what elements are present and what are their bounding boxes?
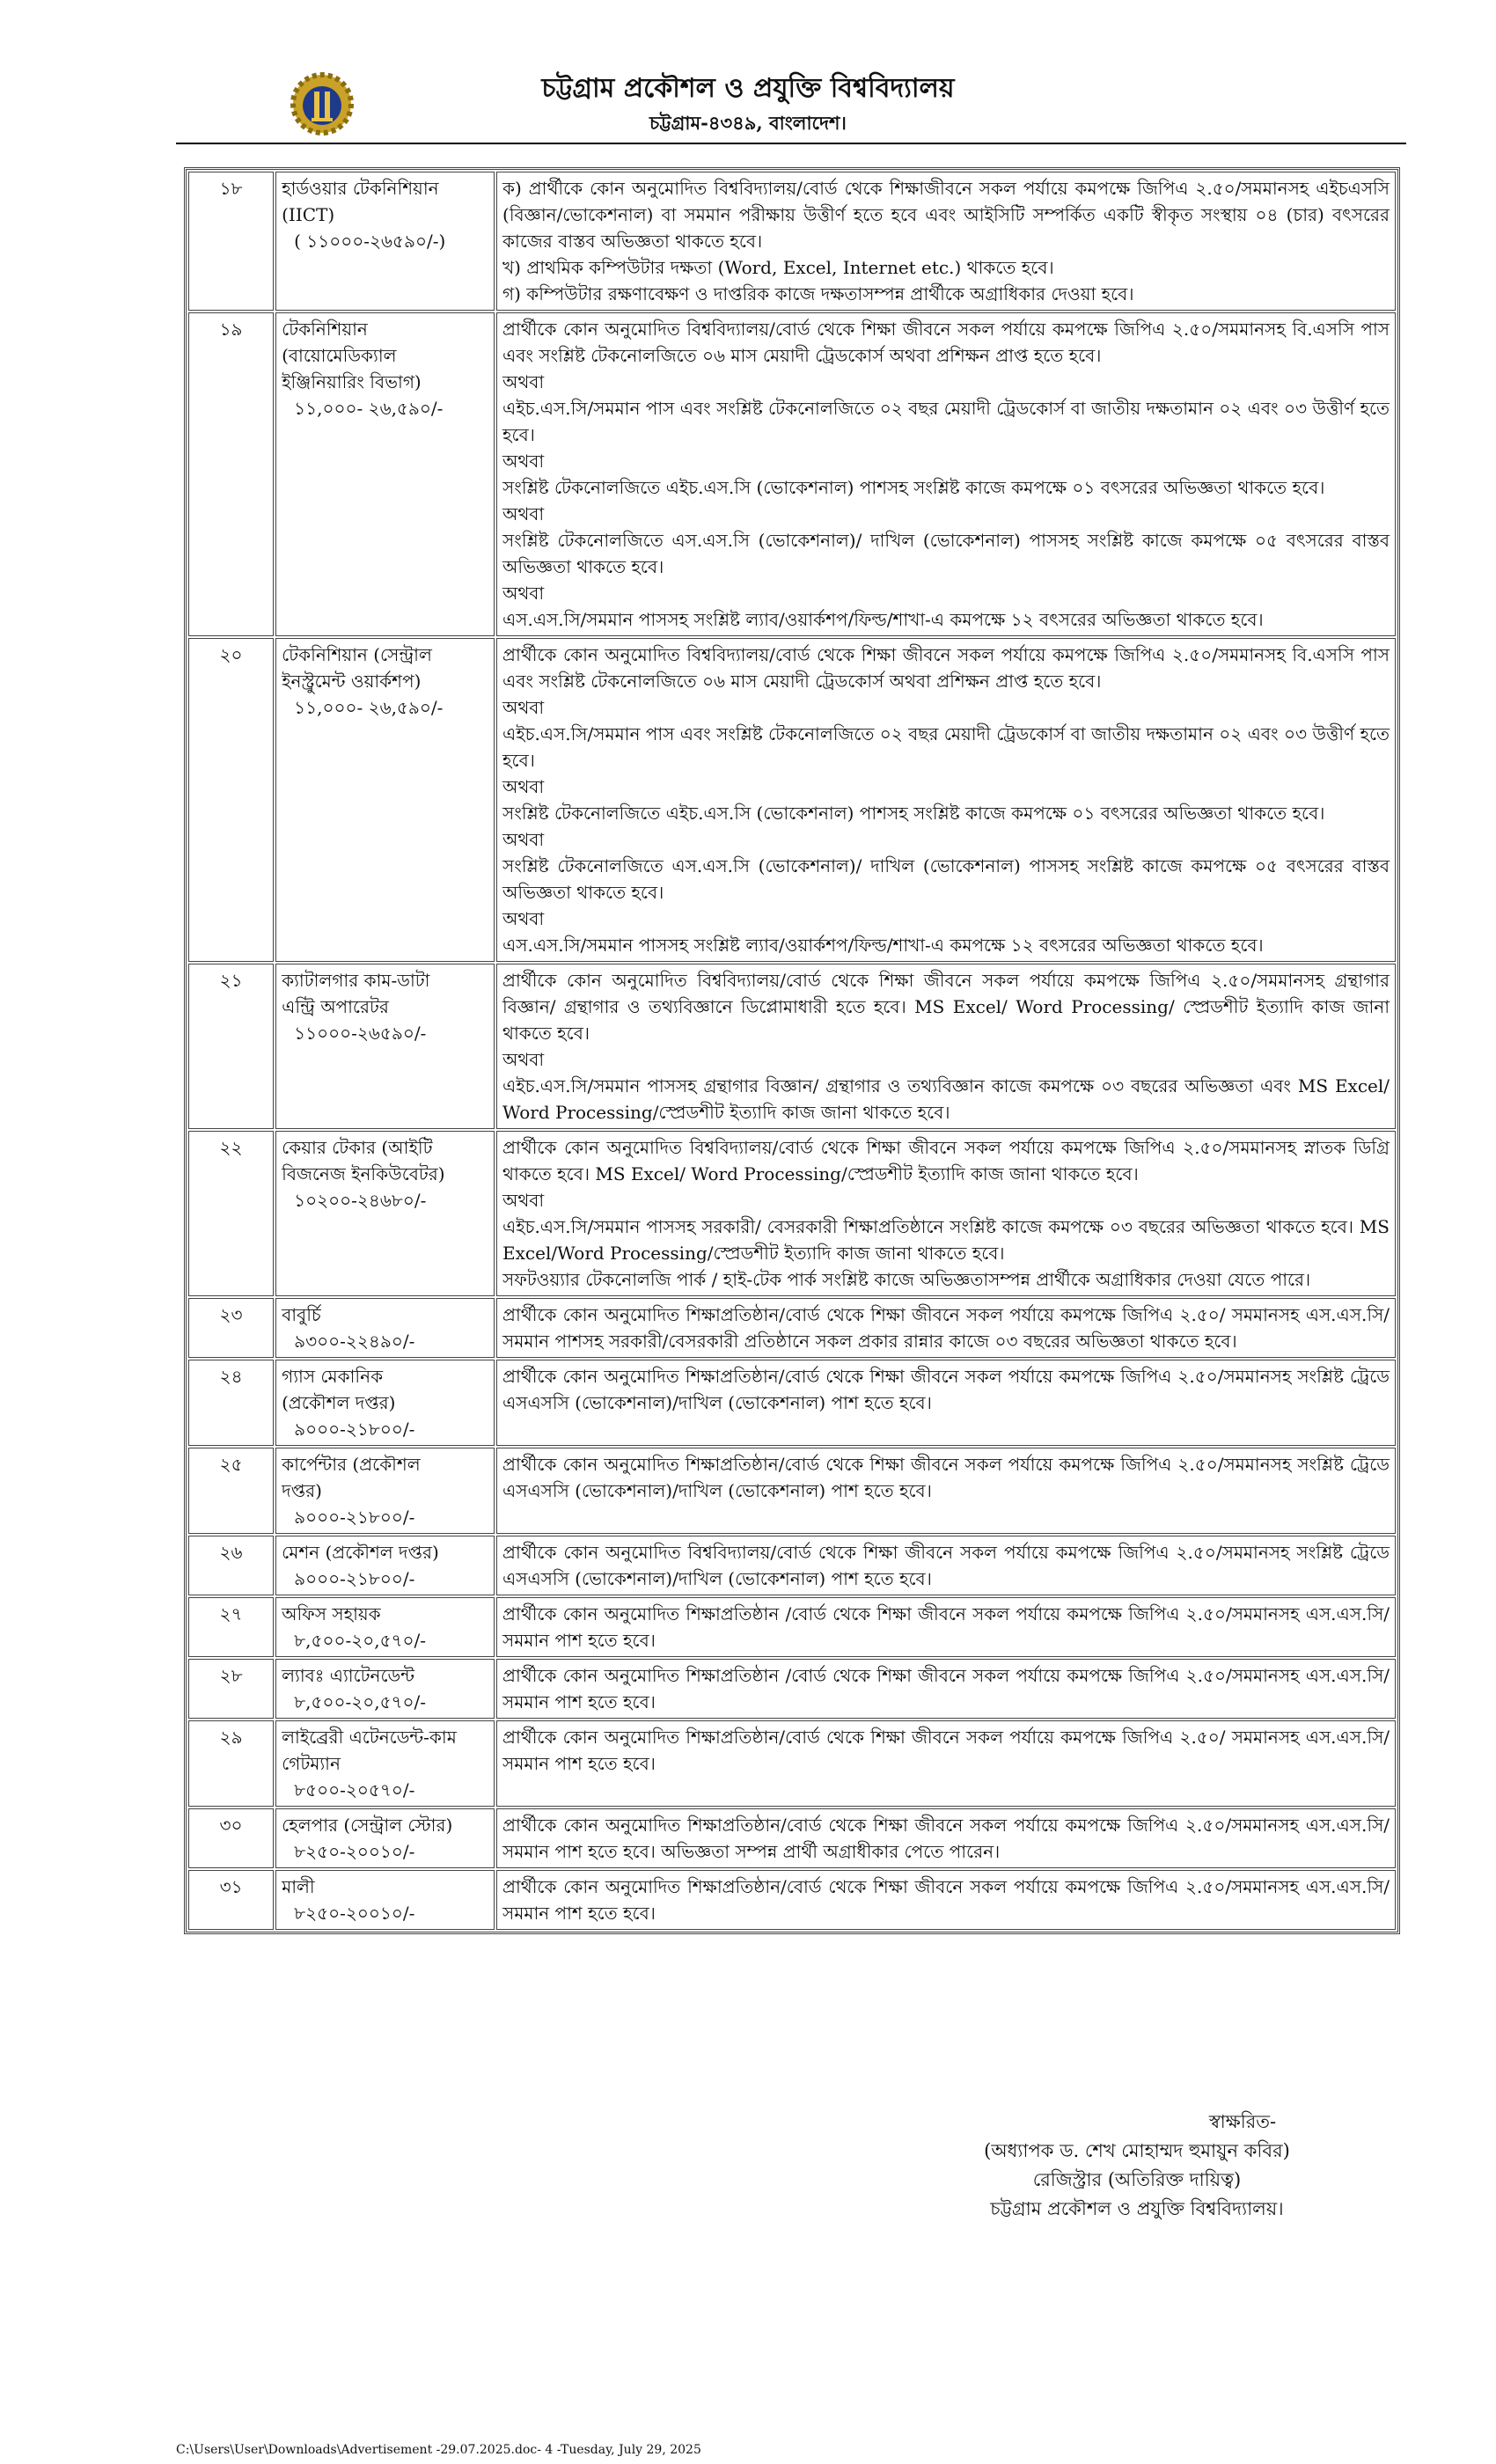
table-body [188,172,1396,1930]
requirement-line: প্রার্থীকে কোন অনুমোদিত শিক্ষাপ্রতিষ্ঠান/বোর্ড থেকে শিক্ষা জীবনে সকল পর্যায়ে কমপক্ষে জিপিএ ২.৫০/সমমানসহ এস.এস.সি/সমমান পাশ হতে হবে। অভিজ্ঞতা সম্পন্ন প্রার্থী অগ্রাধীকার পেতে পারেন। [502,1815,1390,1862]
table-row [188,172,1396,311]
signatory-institution: চট্টগ্রাম প্রকৌশল ও প্রযুক্তি বিশ্ববিদ্যালয়। [990,2198,1284,2219]
serial-number-cell: ৩০ [188,1808,274,1868]
requirement-cell [496,1298,1396,1358]
post-cell [275,1298,495,1358]
table-row [188,638,1396,962]
file-path-footer: C:\Users\User\Downloads\Advertisement -29.07.2025.doc- 4 -Tuesday, July 29, 2025 [176,2443,701,2457]
post-salary-scale: ৮২৫০-২০০১০/- [294,1841,415,1862]
post-name-line: ক্যাটালগার কাম-ডাটা [282,970,430,991]
post-name-line: ইঞ্জিনিয়ারিং বিভাগ) [282,371,422,392]
post-salary-scale: ১০২০০-২৪৬৮০/- [294,1190,427,1211]
requirement-line: এইচ.এস.সি/সমমান পাসসহ গ্রন্থাগার বিজ্ঞান/ গ্রন্থাগার ও তথ্যবিজ্ঞান কাজে কমপক্ষে ০৩ বছরের অভিজ্ঞতা এবং MS Excel/ Word Processing/স্প্রেডশীট ইত্যাদি কাজ জানা থাকতে হবে। [502,1075,1390,1123]
post-name-line: টেকনিশিয়ান [282,319,368,340]
alternative-label: অথবা [502,503,545,524]
table-row [188,964,1396,1129]
university-address: চট্টগ্রাম-৪৩৪৯, বাংলাদেশ। [649,112,847,134]
signed-label: স্বাক্ষরিত- [1208,2111,1277,2132]
header-divider [176,143,1406,144]
serial-number-cell: ২৩ [188,1298,274,1358]
post-name-line: অফিস সহায়ক [282,1603,381,1624]
post-salary-scale: ৮,৫০০-২০,৫৭০/- [294,1691,427,1712]
alternative-label: অথবা [502,1190,545,1211]
post-name-line: ল্যাবঃ এ্যাটেনডেন্ট [282,1665,414,1686]
post-cell [275,1131,495,1296]
post-name-line: কেয়ার টেকার (আইটি [282,1137,433,1158]
signatory-designation: রেজিস্ট্রার (অতিরিক্ত দায়িত্ব) [1032,2169,1242,2190]
alternative-label: অথবা [502,1049,545,1070]
serial-number-cell: ২৪ [188,1360,274,1446]
requirement-line: প্রার্থীকে কোন অনুমোদিত শিক্ষাপ্রতিষ্ঠান /বোর্ড থেকে শিক্ষা জীবনে সকল পর্যায়ে কমপক্ষে জিপিএ ২.৫০/সমমানসহ এস.এস.সি/সমমান পাশ হতে হবে। [502,1603,1390,1651]
post-name-line: হার্ডওয়ার টেকনিশিয়ান [282,178,439,199]
requirement-line: প্রার্থীকে কোন অনুমোদিত শিক্ষাপ্রতিষ্ঠান /বোর্ড থেকে শিক্ষা জীবনে সকল পর্যায়ে কমপক্ষে জিপিএ ২.৫০/সমমানসহ এস.এস.সি/সমমান পাশ হতে হবে। [502,1665,1390,1712]
table-row [188,1360,1396,1446]
requirement-line: সফটওয়্যার টেকনোলজি পার্ক / হাই-টেক পার্ক সংশ্লিষ্ট কাজে অভিজ্ঞতাসম্পন্ন প্রার্থীকে অগ্রাধিকার দেওয়া যেতে পারে। [502,1269,1311,1290]
table-row [188,1870,1396,1930]
post-name-line: (বায়োমেডিক্যাল [282,345,397,366]
requirement-line: এইচ.এস.সি/সমমান পাস এবং সংশ্লিষ্ট টেকনোলজিতে ০২ বছর মেয়াদী ট্রেডকোর্স বা জাতীয় দক্ষতামান ০২ এবং ০৩ উত্তীর্ণ হতে হবে। [502,723,1390,771]
requirement-line: খ) প্রাথমিক কম্পিউটার দক্ষতা (Word, Excel, Internet etc.) থাকতে হবে। [502,257,1054,278]
post-name-line: টেকনিশিয়ান (সেন্ট্রাল [282,644,432,665]
post-salary-scale: ৯০০০-২১৮০০/- [294,1568,415,1589]
requirement-line: প্রার্থীকে কোন অনুমোদিত বিশ্ববিদ্যালয়/বোর্ড থেকে শিক্ষা জীবনে সকল পর্যায়ে কমপক্ষে জিপিএ ২.৫০/সমমানসহ সংশ্লিষ্ট ট্রেডে এসএসসি (ভোকেশনাল)/দাখিল (ভোকেশনাল) পাশ হতে হবে। [502,1542,1390,1589]
alternative-label: অথবা [502,697,545,718]
serial-number-cell: ২৯ [188,1720,274,1807]
post-cell [275,172,495,311]
requirement-line: ক) প্রার্থীকে কোন অনুমোদিত বিশ্ববিদ্যালয়/বোর্ড থেকে শিক্ষাজীবনে সকল পর্যায়ে কমপক্ষে জিপিএ ২.৫০/সমমানসহ এইচএসসি (বিজ্ঞান/ভোকেশনাল) বা সমমান পরীক্ষায় উত্তীর্ণ হতে হবে এবং আইসিটি সম্পর্কিত একটি স্বীকৃত সংস্থায় ০৪ (চার) বৎসরের কাজের বাস্তব অভিজ্ঞতা থাকতে হবে। [502,178,1390,252]
requirement-line: এস.এস.সি/সমমান পাসসহ সংশ্লিষ্ট ল্যাব/ওয়ার্কশপ/ফিল্ড/শাখা-এ কমপক্ষে ১২ বৎসরের অভিজ্ঞতা থাকতে হবে। [502,609,1264,630]
post-name-line: লাইব্রেরী এটেনডেন্ট-কাম [282,1727,457,1748]
requirement-line: প্রার্থীকে কোন অনুমোদিত বিশ্ববিদ্যালয়/বোর্ড থেকে শিক্ষা জীবনে সকল পর্যায়ে কমপক্ষে জিপিএ ২.৫০/সমমানসহ গ্রন্থাগার বিজ্ঞান/ গ্রন্থাগার ও তথ্যবিজ্ঞানে ডিপ্লোমাধারী হতে হবে। MS Excel/ Word Processing/ স্প্রেডশীট ইত্যাদি কাজ জানা থাকতে হবে। [502,970,1390,1044]
requirement-cell [496,1597,1396,1657]
post-salary-scale: ৮২৫০-২০০১০/- [294,1903,415,1924]
requirement-cell [496,1808,1396,1868]
requirement-line: গ) কম্পিউটার রক্ষণাবেক্ষণ ও দাপ্তরিক কাজে দক্ষতাসম্পন্ন প্রার্থীকে অগ্রাধিকার দেওয়া হবে। [502,283,1134,304]
serial-number-cell: ৩১ [188,1870,274,1930]
signature-block [891,2108,1383,2224]
requirement-line: সংশ্লিষ্ট টেকনোলজিতে এস.এস.সি (ভোকেশনাল)/ দাখিল (ভোকেশনাল) পাসসহ সংশ্লিষ্ট কাজে কমপক্ষে ০৫ বৎসরের বাস্তব অভিজ্ঞতা থাকতে হবে। [502,530,1390,577]
post-salary-scale: ৯০০০-২১৮০০/- [294,1507,415,1528]
post-cell [275,964,495,1129]
qualification-table [184,167,1400,1934]
alternative-label: অথবা [502,371,545,392]
requirement-cell [496,1659,1396,1719]
post-salary-scale: ৮,৫০০-২০,৫৭০/- [294,1630,427,1651]
requirement-cell [496,638,1396,962]
post-name-line: (IICT) [282,204,335,225]
post-cell [275,638,495,962]
post-cell [275,1360,495,1446]
post-name-line: এন্ট্রি অপারেটর [282,996,389,1017]
post-salary-scale: ( ১১০০০-২৬৫৯০/-) [294,231,446,252]
serial-number-cell: ২২ [188,1131,274,1296]
qualification-table-wrapper [184,167,1400,2024]
requirement-cell [496,964,1396,1129]
post-name-line: গেটম্যান [282,1753,341,1774]
post-name-line: মালী [282,1876,315,1897]
requirement-cell [496,1360,1396,1446]
post-salary-scale: ১১০০০-২৬৫৯০/- [294,1023,427,1044]
alternative-label: অথবা [502,776,545,797]
serial-number-cell: ২৬ [188,1536,274,1595]
post-salary-scale: ১১,০০০- ২৬,৫৯০/- [294,697,444,718]
requirement-cell [496,1536,1396,1595]
requirement-line: সংশ্লিষ্ট টেকনোলজিতে এইচ.এস.সি (ভোকেশনাল) পাশসহ সংশ্লিষ্ট কাজে কমপক্ষে ০১ বৎসরের অভিজ্ঞতা থাকতে হবে। [502,803,1325,824]
requirement-line: প্রার্থীকে কোন অনুমোদিত শিক্ষাপ্রতিষ্ঠান/বোর্ড থেকে শিক্ষা জীবনে সকল পর্যায়ে কমপক্ষে জিপিএ ২.৫০/ সমমানসহ এস.এস.সি/সমমান পাশ হতে হবে। [502,1727,1390,1774]
alternative-label: অথবা [502,583,545,604]
requirement-line: সংশ্লিষ্ট টেকনোলজিতে এস.এস.সি (ভোকেশনাল)/ দাখিল (ভোকেশনাল) পাসসহ সংশ্লিষ্ট কাজে কমপক্ষে ০৫ বৎসরের বাস্তব অভিজ্ঞতা থাকতে হবে। [502,855,1390,903]
requirement-line: প্রার্থীকে কোন অনুমোদিত বিশ্ববিদ্যালয়/বোর্ড থেকে শিক্ষা জীবনে সকল পর্যায়ে কমপক্ষে জিপিএ ২.৫০/সমমানসহ স্নাতক ডিগ্রি থাকতে হবে। MS Excel/ Word Processing/স্প্রেডশীট ইত্যাদি কাজ জানা থাকতে হবে। [502,1137,1390,1184]
page-header [0,53,1496,150]
serial-number-cell: ২১ [188,964,274,1129]
requirement-line: এইচ.এস.সি/সমমান পাস এবং সংশ্লিষ্ট টেকনোলজিতে ০২ বছর মেয়াদী ট্রেডকোর্স বা জাতীয় দক্ষতামান ০২ এবং ০৩ উত্তীর্ণ হতে হবে। [502,398,1390,445]
post-name-line: বিজনেজ ইনকিউবেটর) [282,1163,445,1184]
table-row [188,1298,1396,1358]
alternative-label: অথবা [502,451,545,472]
serial-number-cell: ১৯ [188,312,274,636]
requirement-line: প্রার্থীকে কোন অনুমোদিত বিশ্ববিদ্যালয়/বোর্ড থেকে শিক্ষা জীবনে সকল পর্যায়ে কমপক্ষে জিপিএ ২.৫০/সমমানসহ বি.এসসি পাস এবং সংশ্লিষ্ট টেকনোলজিতে ০৬ মাস মেয়াদী ট্রেডকোর্স অথবা প্রশিক্ষন প্রাপ্ত হতে হবে। [502,319,1390,366]
post-cell [275,1808,495,1868]
post-cell [275,1536,495,1595]
serial-number-cell: ১৮ [188,172,274,311]
signatory-name: (অধ্যাপক ড. শেখ মোহাম্মদ হুমায়ুন কবির) [984,2140,1290,2161]
post-name-line: কার্পেন্টার (প্রকৌশল [282,1454,421,1475]
post-name-line: দপ্তর) [282,1480,322,1501]
requirement-cell [496,1870,1396,1930]
requirement-line: প্রার্থীকে কোন অনুমোদিত শিক্ষাপ্রতিষ্ঠান/বোর্ড থেকে শিক্ষা জীবনে সকল পর্যায়ে কমপক্ষে জিপিএ ২.৫০/সমমানসহ সংশ্লিষ্ট ট্রেডে এসএসসি (ভোকেশনাল)/দাখিল (ভোকেশনাল) পাশ হতে হবে। [502,1366,1390,1413]
table-row [188,1808,1396,1868]
post-name-line: ইনস্ট্রুমেন্ট ওয়ার্কশপ) [282,671,422,692]
serial-number-cell: ২৭ [188,1597,274,1657]
post-salary-scale: ৯৩০০-২২৪৯০/- [294,1331,415,1352]
post-name-line: গ্যাস মেকানিক [282,1366,384,1387]
requirement-cell [496,312,1396,636]
post-cell [275,1720,495,1807]
serial-number-cell: ২৮ [188,1659,274,1719]
post-cell [275,1870,495,1930]
university-name: চট্টগ্রাম প্রকৌশল ও প্রযুক্তি বিশ্ববিদ্যালয় [541,73,955,104]
table-row [188,1448,1396,1534]
requirement-line: সংশ্লিষ্ট টেকনোলজিতে এইচ.এস.সি (ভোকেশনাল) পাশসহ সংশ্লিষ্ট কাজে কমপক্ষে ০১ বৎসরের অভিজ্ঞতা থাকতে হবে। [502,477,1325,498]
post-cell [275,312,495,636]
post-cell [275,1659,495,1719]
table-row [188,1131,1396,1296]
post-salary-scale: ৯০০০-২১৮০০/- [294,1419,415,1440]
serial-number-cell: ২০ [188,638,274,962]
table-row [188,312,1396,636]
post-name-line: বাবুর্চি [282,1304,321,1325]
requirement-cell [496,1448,1396,1534]
post-salary-scale: ১১,০০০- ২৬,৫৯০/- [294,398,444,419]
requirement-line: এইচ.এস.সি/সমমান পাসসহ সরকারী/ বেসরকারী শিক্ষাপ্রতিষ্ঠানে সংশ্লিষ্ট কাজে কমপক্ষে ০৩ বছরের অভিজ্ঞতা থাকতে হবে। MS Excel/Word Processing/স্প্রেডশীট ইত্যাদি কাজ জানা থাকতে হবে। [502,1216,1390,1264]
post-salary-scale: ৮৫০০-২০৫৭০/- [294,1779,415,1800]
table-row [188,1597,1396,1657]
requirement-line: প্রার্থীকে কোন অনুমোদিত শিক্ষাপ্রতিষ্ঠান/বোর্ড থেকে শিক্ষা জীবনে সকল পর্যায়ে কমপক্ষে জিপিএ ২.৫০/সমমানসহ এস.এস.সি/সমমান পাশ হতে হবে। [502,1876,1390,1924]
requirement-line: প্রার্থীকে কোন অনুমোদিত বিশ্ববিদ্যালয়/বোর্ড থেকে শিক্ষা জীবনে সকল পর্যায়ে কমপক্ষে জিপিএ ২.৫০/সমমানসহ বি.এসসি পাস এবং সংশ্লিষ্ট টেকনোলজিতে ০৬ মাস মেয়াদী ট্রেডকোর্স অথবা প্রশিক্ষন প্রাপ্ত হতে হবে। [502,644,1390,692]
post-cell [275,1448,495,1534]
requirement-cell [496,1131,1396,1296]
requirement-line: এস.এস.সি/সমমান পাসসহ সংশ্লিষ্ট ল্যাব/ওয়ার্কশপ/ফিল্ড/শাখা-এ কমপক্ষে ১২ বৎসরের অভিজ্ঞতা থাকতে হবে। [502,935,1264,956]
alternative-label: অথবা [502,829,545,850]
alternative-label: অথবা [502,908,545,929]
requirement-cell [496,1720,1396,1807]
post-cell [275,1597,495,1657]
table-row [188,1659,1396,1719]
requirement-line: প্রার্থীকে কোন অনুমোদিত শিক্ষাপ্রতিষ্ঠান/বোর্ড থেকে শিক্ষা জীবনে সকল পর্যায়ে কমপক্ষে জিপিএ ২.৫০/সমমানসহ সংশ্লিষ্ট ট্রেডে এসএসসি (ভোকেশনাল)/দাখিল (ভোকেশনাল) পাশ হতে হবে। [502,1454,1390,1501]
serial-number-cell: ২৫ [188,1448,274,1534]
post-name-line: (প্রকৌশল দপ্তর) [282,1392,396,1413]
post-name-line: হেলপার (সেন্ট্রাল স্টোর) [282,1815,453,1836]
table-row [188,1720,1396,1807]
requirement-cell [496,172,1396,311]
requirement-line: প্রার্থীকে কোন অনুমোদিত শিক্ষাপ্রতিষ্ঠান/বোর্ড থেকে শিক্ষা জীবনে সকল পর্যায়ে কমপক্ষে জিপিএ ২.৫০/ সমমানসহ এস.এস.সি/সমমান পাশসহ সরকারী/বেসরকারী প্রতিষ্ঠানে সকল প্রকার রান্নার কাজে ০৩ বছরের অভিজ্ঞতা থাকতে হবে। [502,1304,1390,1352]
post-name-line: মেশন (প্রকৌশল দপ্তর) [282,1542,439,1563]
table-row [188,1536,1396,1595]
